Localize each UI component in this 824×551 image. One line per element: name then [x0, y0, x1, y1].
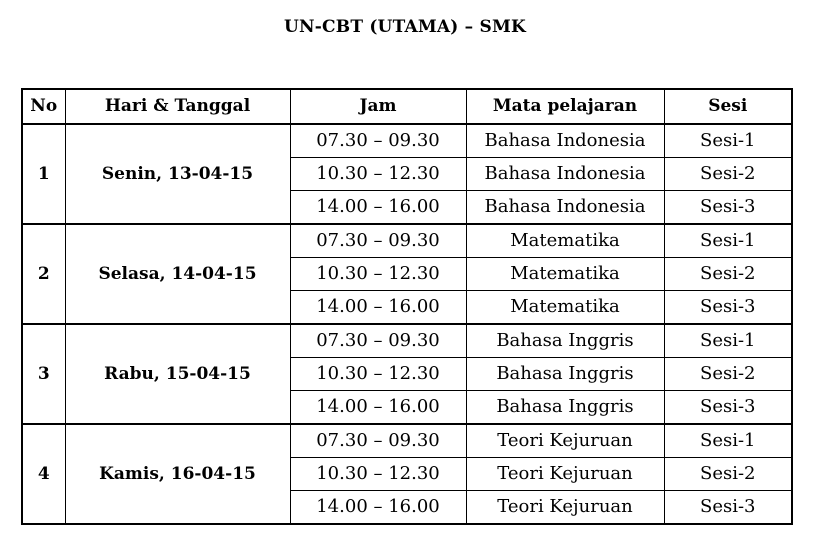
- header-time: Jam: [290, 89, 466, 124]
- session-cell: Sesi-3: [664, 391, 792, 425]
- table-row: [22, 124, 792, 158]
- session-cell: Sesi-3: [664, 191, 792, 225]
- header-no: No: [22, 89, 65, 124]
- time-cell: 07.30 – 09.30: [290, 424, 466, 458]
- session-cell: Sesi-2: [664, 358, 792, 391]
- session-cell: Sesi-1: [664, 324, 792, 358]
- table-row: [22, 324, 792, 358]
- subject-cell: Bahasa Indonesia: [466, 191, 664, 225]
- time-cell: 14.00 – 16.00: [290, 291, 466, 325]
- exam-schedule-table: [21, 88, 793, 525]
- subject-cell: Teori Kejuruan: [466, 424, 664, 458]
- subject-cell: Matematika: [466, 291, 664, 325]
- subject-cell: Bahasa Inggris: [466, 324, 664, 358]
- time-cell: 07.30 – 09.30: [290, 224, 466, 258]
- time-cell: 14.00 – 16.00: [290, 391, 466, 425]
- group-number: 4: [22, 424, 65, 524]
- session-cell: Sesi-2: [664, 158, 792, 191]
- time-cell: 10.30 – 12.30: [290, 358, 466, 391]
- time-cell: 10.30 – 12.30: [290, 458, 466, 491]
- header-session: Sesi: [664, 89, 792, 124]
- time-cell: 14.00 – 16.00: [290, 491, 466, 525]
- time-cell: 07.30 – 09.30: [290, 124, 466, 158]
- session-cell: Sesi-1: [664, 424, 792, 458]
- subject-cell: Matematika: [466, 224, 664, 258]
- table-row: [22, 424, 792, 458]
- time-cell: 10.30 – 12.30: [290, 158, 466, 191]
- group-day-date: Rabu, 15-04-15: [65, 324, 290, 424]
- subject-cell: Teori Kejuruan: [466, 458, 664, 491]
- group-day-date: Senin, 13-04-15: [65, 124, 290, 224]
- subject-cell: Bahasa Inggris: [466, 391, 664, 425]
- table-header-row: [22, 89, 792, 124]
- session-cell: Sesi-1: [664, 124, 792, 158]
- table-row: [22, 224, 792, 258]
- subject-cell: Teori Kejuruan: [466, 491, 664, 525]
- time-cell: 14.00 – 16.00: [290, 191, 466, 225]
- subject-cell: Bahasa Indonesia: [466, 158, 664, 191]
- session-cell: Sesi-1: [664, 224, 792, 258]
- group-day-date: Selasa, 14-04-15: [65, 224, 290, 324]
- time-cell: 07.30 – 09.30: [290, 324, 466, 358]
- header-subject: Mata pelajaran: [466, 89, 664, 124]
- group-day-date: Kamis, 16-04-15: [65, 424, 290, 524]
- subject-cell: Matematika: [466, 258, 664, 291]
- group-number: 3: [22, 324, 65, 424]
- group-number: 2: [22, 224, 65, 324]
- subject-cell: Bahasa Indonesia: [466, 124, 664, 158]
- session-cell: Sesi-3: [664, 491, 792, 525]
- document-title: UN-CBT (UTAMA) – SMK: [284, 17, 526, 37]
- group-number: 1: [22, 124, 65, 224]
- session-cell: Sesi-2: [664, 458, 792, 491]
- time-cell: 10.30 – 12.30: [290, 258, 466, 291]
- header-day-date: Hari & Tanggal: [65, 89, 290, 124]
- session-cell: Sesi-3: [664, 291, 792, 325]
- subject-cell: Bahasa Inggris: [466, 358, 664, 391]
- session-cell: Sesi-2: [664, 258, 792, 291]
